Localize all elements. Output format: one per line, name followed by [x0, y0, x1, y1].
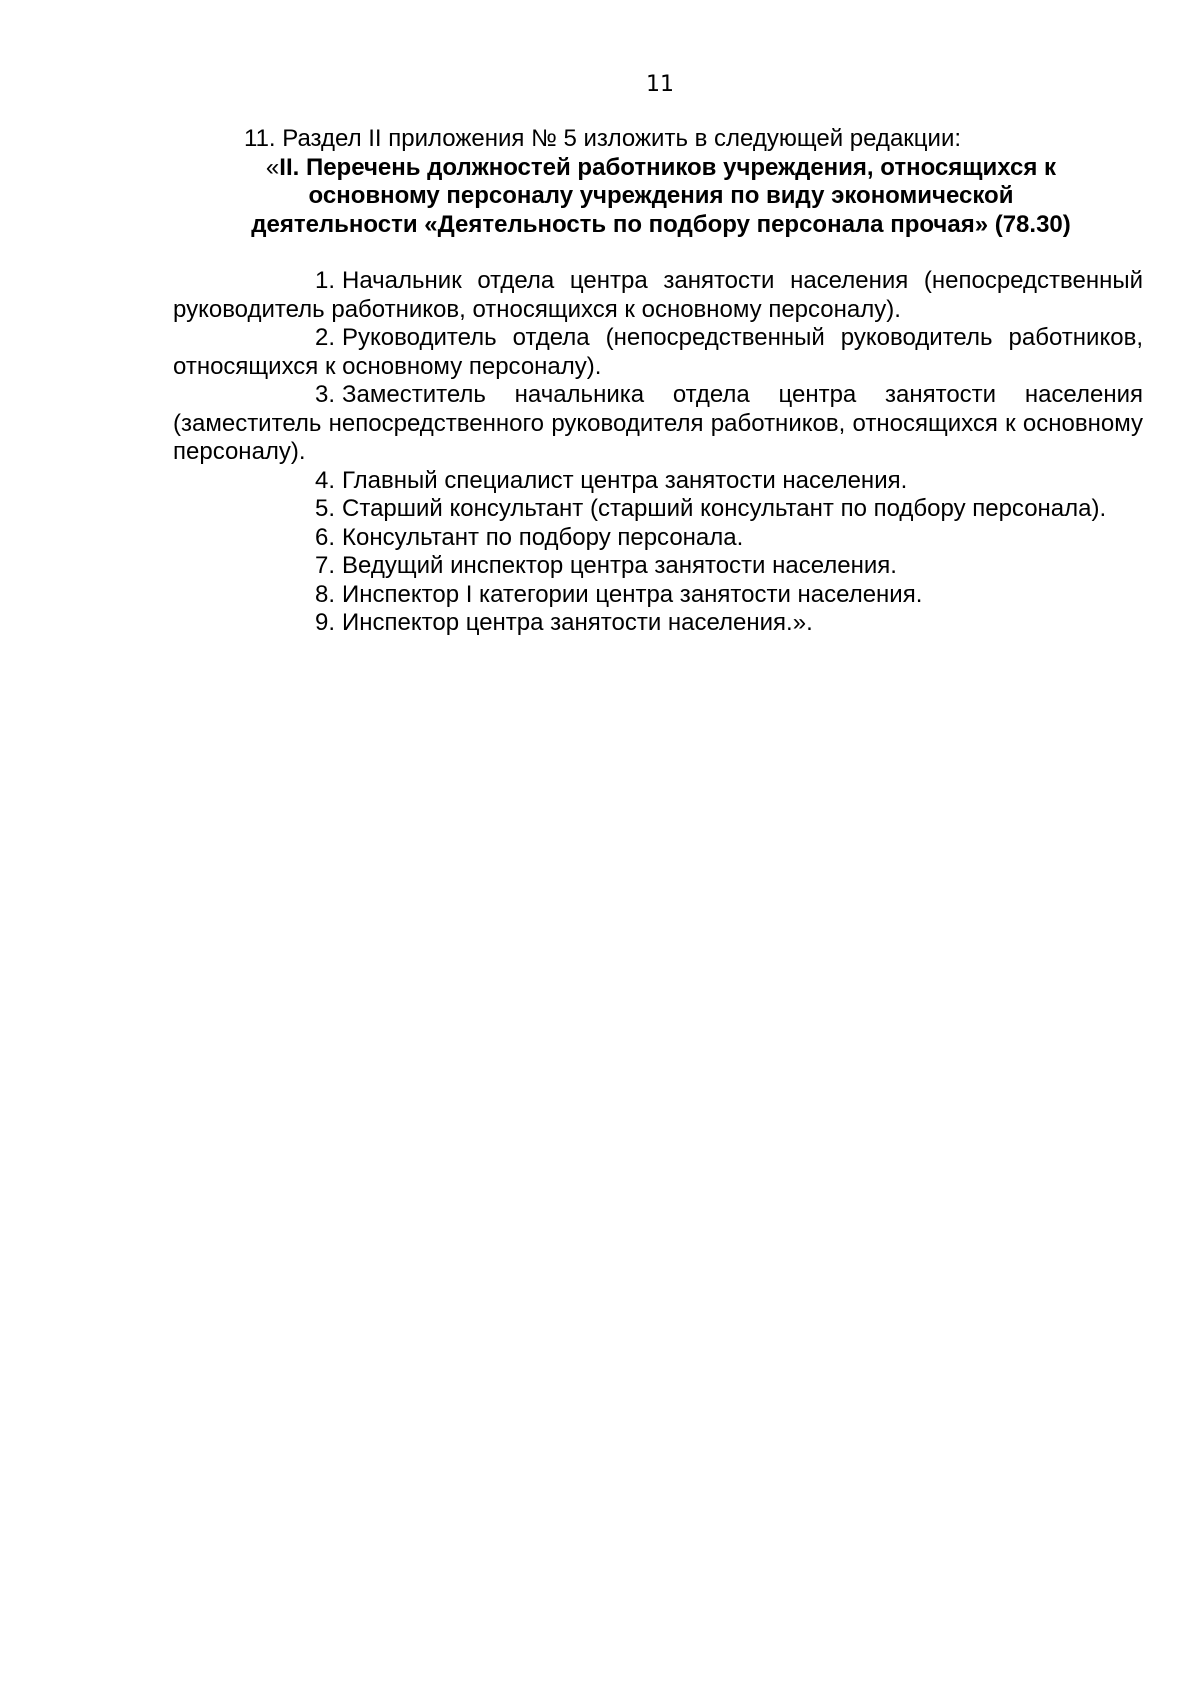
list-item-text: Главный специалист центра занятости населения.: [342, 466, 908, 494]
list-item: [173, 552, 1143, 581]
list-item-text: Консультант по подбору персонала.: [342, 523, 744, 551]
list-item: [173, 524, 1143, 553]
list-item: [173, 467, 1143, 496]
list-item-number: 2.: [315, 324, 336, 351]
list-item-text: Инспектор I категории центра занятости населения.: [342, 580, 923, 608]
list-item: [173, 581, 1143, 610]
list-item-number: 4.: [315, 466, 336, 494]
list-item-number: 9.: [315, 609, 336, 636]
list-item: [173, 609, 1143, 638]
list-item-text: Ведущий инспектор центра занятости населения.: [342, 552, 897, 579]
list-item-number: 7.: [315, 552, 336, 579]
list-item-number: 6.: [315, 523, 336, 551]
section-title-text: II. Перечень должностей работников учреждения, относящихся к основному персоналу учреждения по виду экономической деятельности «Деятельность по подбору персонала прочая» (78.30): [251, 153, 1071, 238]
list-item: [173, 267, 1143, 324]
page-number: 11: [646, 72, 674, 97]
list-item-text: Заместитель начальника отдела центра занятости населения (заместитель непосредственного руководителя работников, относящихся к основному персоналу).: [173, 381, 1143, 465]
positions-list: [173, 267, 1143, 638]
amendment-instruction: 11. Раздел II приложения № 5 изложить в следующей редакции:: [244, 125, 962, 152]
list-item-number: 8.: [315, 580, 336, 608]
section-title-open-quote: «: [265, 153, 280, 181]
section-title: [233, 154, 1089, 240]
list-item-text: Старший консультант (старший консультант по подбору персонала).: [342, 495, 1107, 522]
list-item-text: Руководитель отдела (непосредственный руководитель работников, относящихся к основному персоналу).: [173, 324, 1143, 380]
list-item-text: Инспектор центра занятости населения.».: [342, 609, 813, 636]
list-item-number: 3.: [315, 381, 336, 408]
list-item: [173, 495, 1143, 524]
list-item: [173, 381, 1143, 467]
spacer: [173, 239, 1143, 267]
list-item: [173, 324, 1143, 381]
list-item-number: 1.: [315, 267, 336, 294]
list-item-text: Начальник отдела центра занятости населения (непосредственный руководитель работников, относящихся к основному персоналу).: [173, 267, 1143, 323]
list-item-number: 5.: [315, 495, 336, 522]
document-body: [173, 125, 1143, 638]
